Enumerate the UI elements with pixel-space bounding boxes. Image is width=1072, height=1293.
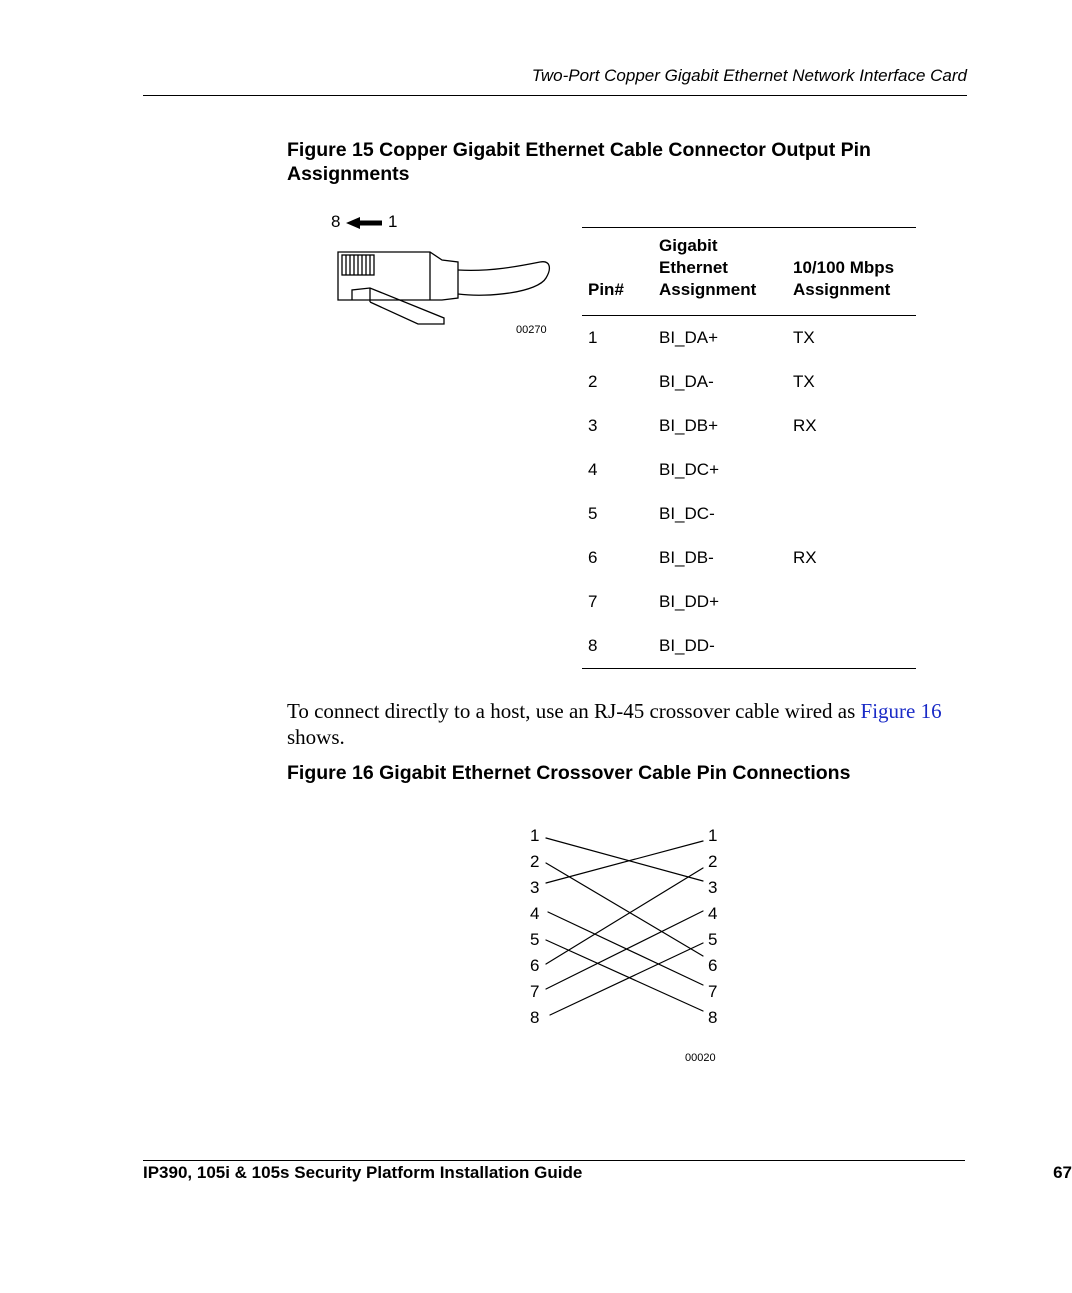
mbps-cell: TX	[793, 372, 815, 391]
pin-cell: 3	[588, 416, 598, 435]
gigabit-cell: BI_DB-	[659, 548, 714, 567]
left-pin-label: 1	[530, 826, 540, 845]
wire-8-to-5	[550, 943, 703, 1015]
wire-1-to-3	[546, 838, 703, 881]
gigabit-cell: BI_DC-	[659, 504, 715, 523]
pin-cell: 2	[588, 372, 598, 391]
gigabit-cell: BI_DD+	[659, 592, 719, 611]
wire-3-to-1	[546, 841, 703, 883]
gigabit-cell: BI_DA-	[659, 372, 714, 391]
mbps-column-header: 10/100 Mbps Assignment	[793, 228, 916, 316]
mbps-cell: RX	[793, 548, 817, 567]
mbps-cell: TX	[793, 328, 815, 347]
left-pin-label: 6	[530, 956, 540, 975]
gigabit-cell: BI_DA+	[659, 328, 719, 347]
pin-cell: 5	[588, 504, 598, 523]
right-pin-label: 5	[708, 930, 718, 949]
right-pin-label: 1	[708, 826, 718, 845]
gigabit-cell: BI_DD-	[659, 636, 715, 655]
mbps-cell: RX	[793, 416, 817, 435]
left-pin-label: 4	[530, 904, 540, 923]
page-number: 67	[1053, 1163, 1072, 1182]
gigabit-cell: BI_DC+	[659, 460, 719, 479]
gigabit-cell: BI_DB+	[659, 416, 719, 435]
pin-cell: 1	[588, 328, 598, 347]
figure-15-art-code: 00270	[516, 324, 547, 336]
pin-cell: 4	[588, 460, 598, 479]
figure-15-caption: Figure 15 Copper Gigabit Ethernet Cable Connector Output Pin Assignments	[287, 139, 871, 185]
connector-pin-1-label: 1	[388, 212, 398, 231]
right-pin-label: 8	[708, 1008, 718, 1027]
left-pin-label: 7	[530, 982, 540, 1001]
gigabit-column-header: Gigabit Ethernet Assignment	[659, 228, 793, 316]
pin-cell: 6	[588, 548, 598, 567]
left-pin-label: 3	[530, 878, 540, 897]
figure-16-caption: Figure 16 Gigabit Ethernet Crossover Cable Pin Connections	[287, 762, 851, 784]
right-pin-label: 3	[708, 878, 718, 897]
running-header: Two-Port Copper Gigabit Ethernet Network Interface Card	[531, 66, 967, 85]
left-pin-label: 2	[530, 852, 540, 871]
figure-16-art-code: 00020	[685, 1052, 716, 1064]
left-pin-label: 5	[530, 930, 540, 949]
right-pin-label: 6	[708, 956, 718, 975]
pin-column-header: Pin#	[582, 228, 659, 316]
body-paragraph: To connect directly to a host, use an RJ-45 crossover cable wired as Figure 16 shows.	[287, 699, 942, 749]
right-pin-label: 7	[708, 982, 718, 1001]
footer-rule	[143, 1160, 965, 1161]
figure-16-link[interactable]: Figure 16	[860, 699, 942, 723]
left-pin-label: 8	[530, 1008, 540, 1027]
connector-pin-8-label: 8	[331, 212, 341, 231]
pin-cell: 8	[588, 636, 598, 655]
footer-guide-title: IP390, 105i & 105s Security Platform Installation Guide	[143, 1163, 583, 1182]
right-pin-label: 2	[708, 852, 718, 871]
right-pin-label: 4	[708, 904, 718, 923]
pin-cell: 7	[588, 592, 598, 611]
